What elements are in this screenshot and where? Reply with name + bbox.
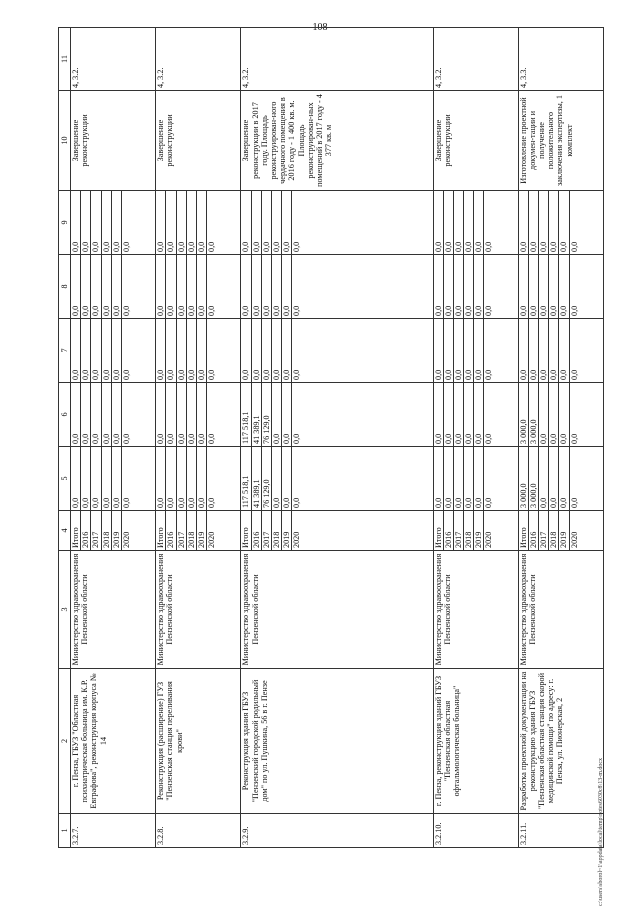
value-cell: 0,0 xyxy=(464,447,474,511)
value-cell: 0,0 xyxy=(71,383,81,447)
value-cell: 0,0 xyxy=(121,191,155,255)
value-cell: 0,0 xyxy=(549,447,559,511)
value-cell: 0,0 xyxy=(549,191,559,255)
value-cell: 0,0 xyxy=(241,255,251,319)
value-cell: 3 000,0 xyxy=(528,447,538,511)
footer-file-path: c:\users\sborol~1\appdata\local\temp\notes6030c8\13-m.docx xyxy=(598,757,604,906)
column-header: 3 xyxy=(59,551,71,669)
item-result: Завершение реконструкции xyxy=(433,91,518,191)
column-header: 7 xyxy=(59,319,71,383)
year-cell: 2019 xyxy=(474,511,484,551)
year-cell: 2020 xyxy=(484,511,518,551)
item-code: 3.2.11. xyxy=(518,814,603,848)
item-code: 3.2.7. xyxy=(71,814,156,848)
value-cell: 0,0 xyxy=(166,383,176,447)
value-cell: 0,0 xyxy=(549,255,559,319)
value-cell: 0,0 xyxy=(91,255,101,319)
value-cell: 0,0 xyxy=(453,191,463,255)
value-cell: 0,0 xyxy=(559,319,569,383)
value-cell: 0,0 xyxy=(569,447,603,511)
year-cell: 2016 xyxy=(251,511,261,551)
value-cell: 0,0 xyxy=(539,383,549,447)
value-cell: 0,0 xyxy=(111,319,121,383)
value-cell: 0,0 xyxy=(121,319,155,383)
value-cell: 0,0 xyxy=(549,383,559,447)
value-cell: 0,0 xyxy=(518,255,528,319)
value-cell: 0,0 xyxy=(121,447,155,511)
value-cell: 0,0 xyxy=(261,255,271,319)
value-cell: 0,0 xyxy=(81,447,91,511)
year-cell: Итого xyxy=(156,511,166,551)
value-cell: 0,0 xyxy=(196,255,206,319)
value-cell: 0,0 xyxy=(292,319,433,383)
value-cell: 0,0 xyxy=(186,319,196,383)
value-cell: 0,0 xyxy=(111,255,121,319)
value-cell: 0,0 xyxy=(282,447,292,511)
value-cell: 0,0 xyxy=(166,191,176,255)
rotated-table-container xyxy=(58,28,604,848)
value-cell: 0,0 xyxy=(569,255,603,319)
value-cell: 0,0 xyxy=(156,319,166,383)
value-cell: 0,0 xyxy=(484,255,518,319)
value-cell: 0,0 xyxy=(156,383,166,447)
year-cell: 2018 xyxy=(464,511,474,551)
value-cell: 0,0 xyxy=(569,383,603,447)
item-executor: Министерство здравоохранения Пензенской области xyxy=(71,551,156,669)
value-cell: 0,0 xyxy=(518,319,528,383)
value-cell: 0,0 xyxy=(81,255,91,319)
value-cell: 0,0 xyxy=(111,191,121,255)
value-cell: 0,0 xyxy=(443,191,453,255)
value-cell: 0,0 xyxy=(433,447,443,511)
value-cell: 0,0 xyxy=(559,447,569,511)
year-cell: 2018 xyxy=(101,511,111,551)
year-cell: 2019 xyxy=(196,511,206,551)
value-cell: 41 389,1 xyxy=(251,383,261,447)
value-cell: 0,0 xyxy=(81,191,91,255)
item-code: 3.2.9. xyxy=(241,814,433,848)
value-cell: 0,0 xyxy=(166,255,176,319)
value-cell: 0,0 xyxy=(443,447,453,511)
column-header: 9 xyxy=(59,191,71,255)
value-cell: 0,0 xyxy=(282,191,292,255)
value-cell: 0,0 xyxy=(443,255,453,319)
value-cell: 0,0 xyxy=(176,255,186,319)
value-cell: 0,0 xyxy=(272,447,282,511)
value-cell: 0,0 xyxy=(474,255,484,319)
value-cell: 0,0 xyxy=(186,191,196,255)
year-cell: 2017 xyxy=(539,511,549,551)
value-cell: 117 518,1 xyxy=(241,383,251,447)
value-cell: 0,0 xyxy=(569,319,603,383)
year-cell: 2020 xyxy=(292,511,433,551)
value-cell: 0,0 xyxy=(272,319,282,383)
item-indicator: 4, 3.2. xyxy=(433,28,518,91)
value-cell: 0,0 xyxy=(111,383,121,447)
item-code: 3.2.10. xyxy=(433,814,518,848)
value-cell: 0,0 xyxy=(484,383,518,447)
year-cell: 2018 xyxy=(272,511,282,551)
page-number: 108 xyxy=(312,22,328,33)
value-cell: 0,0 xyxy=(559,383,569,447)
value-cell: 0,0 xyxy=(464,319,474,383)
value-cell: 0,0 xyxy=(111,447,121,511)
item-result: Завершение реконструкции в 2017 году. Площадь реконструирован-ного чердачного помещения в 2016 году - 1 400 кв. м. Площадь реконструирован-ных помещений в 2017 году - 4 377 кв. м xyxy=(241,91,433,191)
value-cell: 0,0 xyxy=(272,383,282,447)
column-header: 6 xyxy=(59,383,71,447)
value-cell: 0,0 xyxy=(464,255,474,319)
value-cell: 0,0 xyxy=(292,447,433,511)
value-cell: 0,0 xyxy=(207,383,241,447)
value-cell: 0,0 xyxy=(261,191,271,255)
value-cell: 0,0 xyxy=(71,255,81,319)
value-cell: 0,0 xyxy=(196,447,206,511)
value-cell: 0,0 xyxy=(282,255,292,319)
value-cell: 0,0 xyxy=(559,191,569,255)
value-cell: 0,0 xyxy=(518,191,528,255)
value-cell: 0,0 xyxy=(292,383,433,447)
value-cell: 0,0 xyxy=(539,191,549,255)
table-row xyxy=(433,28,443,848)
value-cell: 0,0 xyxy=(207,255,241,319)
value-cell: 0,0 xyxy=(166,447,176,511)
value-cell: 0,0 xyxy=(559,255,569,319)
value-cell: 0,0 xyxy=(241,319,251,383)
value-cell: 0,0 xyxy=(71,191,81,255)
value-cell: 0,0 xyxy=(433,319,443,383)
column-header: 5 xyxy=(59,447,71,511)
value-cell: 0,0 xyxy=(453,447,463,511)
value-cell: 0,0 xyxy=(292,255,433,319)
value-cell: 0,0 xyxy=(101,255,111,319)
value-cell: 0,0 xyxy=(474,319,484,383)
value-cell: 0,0 xyxy=(176,319,186,383)
table-row xyxy=(241,28,251,848)
year-cell: 2020 xyxy=(569,511,603,551)
value-cell: 0,0 xyxy=(539,447,549,511)
item-indicator: 4, 3.3. xyxy=(518,28,603,91)
value-cell: 76 129,0 xyxy=(261,383,271,447)
year-cell: 2016 xyxy=(166,511,176,551)
value-cell: 0,0 xyxy=(484,319,518,383)
value-cell: 0,0 xyxy=(207,447,241,511)
column-header: 10 xyxy=(59,91,71,191)
value-cell: 0,0 xyxy=(101,447,111,511)
value-cell: 0,0 xyxy=(539,255,549,319)
item-executor: Министерство здравоохранения Пензенской области xyxy=(433,551,518,669)
value-cell: 0,0 xyxy=(196,383,206,447)
year-cell: 2019 xyxy=(282,511,292,551)
year-cell: 2020 xyxy=(207,511,241,551)
value-cell: 0,0 xyxy=(121,255,155,319)
item-name: г. Пенза, реконструкция зданий ГБУЗ "Пензенская областная офтальмологическая больница" xyxy=(433,669,518,814)
item-result: Завершение реконструкции xyxy=(71,91,156,191)
year-cell: 2016 xyxy=(81,511,91,551)
year-cell: Итого xyxy=(433,511,443,551)
value-cell: 0,0 xyxy=(539,319,549,383)
value-cell: 0,0 xyxy=(156,191,166,255)
item-executor: Министерство здравоохранения Пензенской области xyxy=(156,551,241,669)
value-cell: 0,0 xyxy=(433,255,443,319)
value-cell: 0,0 xyxy=(453,255,463,319)
value-cell: 0,0 xyxy=(176,447,186,511)
item-executor: Министерство здравоохранения Пензенской области xyxy=(518,551,603,669)
value-cell: 0,0 xyxy=(121,383,155,447)
value-cell: 0,0 xyxy=(101,383,111,447)
value-cell: 0,0 xyxy=(292,191,433,255)
year-cell: Итого xyxy=(518,511,528,551)
item-indicator: 4, 3.2. xyxy=(156,28,241,91)
year-cell: 2019 xyxy=(559,511,569,551)
value-cell: 0,0 xyxy=(91,383,101,447)
year-cell: 2017 xyxy=(176,511,186,551)
value-cell: 0,0 xyxy=(81,319,91,383)
year-cell: 2016 xyxy=(443,511,453,551)
year-cell: Итого xyxy=(71,511,81,551)
value-cell: 0,0 xyxy=(433,383,443,447)
value-cell: 0,0 xyxy=(196,319,206,383)
value-cell: 0,0 xyxy=(156,447,166,511)
header-row xyxy=(59,28,71,848)
value-cell: 0,0 xyxy=(474,191,484,255)
item-name: Реконструкция (расширение) ГУЗ "Пензенская станция переливания крови" xyxy=(156,669,241,814)
value-cell: 0,0 xyxy=(272,191,282,255)
value-cell: 0,0 xyxy=(282,383,292,447)
table-row xyxy=(156,28,166,848)
value-cell: 0,0 xyxy=(207,319,241,383)
value-cell: 0,0 xyxy=(261,319,271,383)
value-cell: 0,0 xyxy=(528,191,538,255)
item-name: Разработка проектной документации на реконструкцию здания ГБУЗ "Пензенская областная станция скорой медицинской помощи" по адресу: г. Пенза, ул. Пионерская, 2 xyxy=(518,669,603,814)
value-cell: 0,0 xyxy=(453,319,463,383)
value-cell: 0,0 xyxy=(101,191,111,255)
value-cell: 0,0 xyxy=(272,255,282,319)
item-code: 3.2.8. xyxy=(156,814,241,848)
program-table xyxy=(58,27,604,848)
value-cell: 0,0 xyxy=(443,319,453,383)
year-cell: 2020 xyxy=(121,511,155,551)
value-cell: 0,0 xyxy=(251,191,261,255)
value-cell: 0,0 xyxy=(186,383,196,447)
value-cell: 0,0 xyxy=(474,447,484,511)
value-cell: 0,0 xyxy=(176,191,186,255)
item-result: Изготовление проектной докумен-тации и получение положительного заключения экспертизы, 1 комплект xyxy=(518,91,603,191)
item-result: Завершение реконструкции xyxy=(156,91,241,191)
year-cell: 2016 xyxy=(528,511,538,551)
value-cell: 0,0 xyxy=(176,383,186,447)
value-cell: 0,0 xyxy=(241,191,251,255)
column-header: 8 xyxy=(59,255,71,319)
value-cell: 0,0 xyxy=(528,319,538,383)
value-cell: 117 518,1 xyxy=(241,447,251,511)
value-cell: 0,0 xyxy=(251,255,261,319)
value-cell: 0,0 xyxy=(464,383,474,447)
value-cell: 0,0 xyxy=(186,447,196,511)
value-cell: 0,0 xyxy=(91,319,101,383)
value-cell: 0,0 xyxy=(282,319,292,383)
value-cell: 0,0 xyxy=(81,383,91,447)
column-header: 2 xyxy=(59,669,71,814)
table-row xyxy=(71,28,81,848)
value-cell: 0,0 xyxy=(91,447,101,511)
value-cell: 0,0 xyxy=(166,319,176,383)
item-indicator: 4, 3.2. xyxy=(71,28,156,91)
item-name: Реконструкция здания ГБУЗ "Пензенский городской родильный дом" по ул. Пушкина, 56 в г. Пензе xyxy=(241,669,433,814)
value-cell: 0,0 xyxy=(484,191,518,255)
item-indicator: 4, 3.2. xyxy=(241,28,433,91)
value-cell: 0,0 xyxy=(186,255,196,319)
value-cell: 0,0 xyxy=(91,191,101,255)
value-cell: 0,0 xyxy=(528,255,538,319)
value-cell: 0,0 xyxy=(196,191,206,255)
year-cell: 2017 xyxy=(453,511,463,551)
value-cell: 76 129,0 xyxy=(261,447,271,511)
value-cell: 3 000,0 xyxy=(528,383,538,447)
column-header: 1 xyxy=(59,814,71,848)
year-cell: 2018 xyxy=(549,511,559,551)
item-executor: Министерство здравоохранения Пензенской области xyxy=(241,551,433,669)
value-cell: 0,0 xyxy=(443,383,453,447)
value-cell: 3 000,0 xyxy=(518,447,528,511)
value-cell: 0,0 xyxy=(464,191,474,255)
year-cell: 2019 xyxy=(111,511,121,551)
value-cell: 0,0 xyxy=(251,319,261,383)
value-cell: 3 000,0 xyxy=(518,383,528,447)
value-cell: 0,0 xyxy=(569,191,603,255)
column-header: 11 xyxy=(59,28,71,91)
value-cell: 0,0 xyxy=(71,319,81,383)
value-cell: 0,0 xyxy=(453,383,463,447)
value-cell: 41 389,1 xyxy=(251,447,261,511)
year-cell: 2017 xyxy=(91,511,101,551)
value-cell: 0,0 xyxy=(71,447,81,511)
value-cell: 0,0 xyxy=(433,191,443,255)
value-cell: 0,0 xyxy=(549,319,559,383)
year-cell: 2017 xyxy=(261,511,271,551)
value-cell: 0,0 xyxy=(474,383,484,447)
table-row xyxy=(518,28,528,848)
value-cell: 0,0 xyxy=(207,191,241,255)
value-cell: 0,0 xyxy=(101,319,111,383)
year-cell: 2018 xyxy=(186,511,196,551)
column-header: 4 xyxy=(59,511,71,551)
item-name: г. Пенза, ГБУЗ "Областная психиатрическая больница им. К.Р. Евграфова", реконструкция корпуса № 14 xyxy=(71,669,156,814)
value-cell: 0,0 xyxy=(156,255,166,319)
year-cell: Итого xyxy=(241,511,251,551)
value-cell: 0,0 xyxy=(484,447,518,511)
